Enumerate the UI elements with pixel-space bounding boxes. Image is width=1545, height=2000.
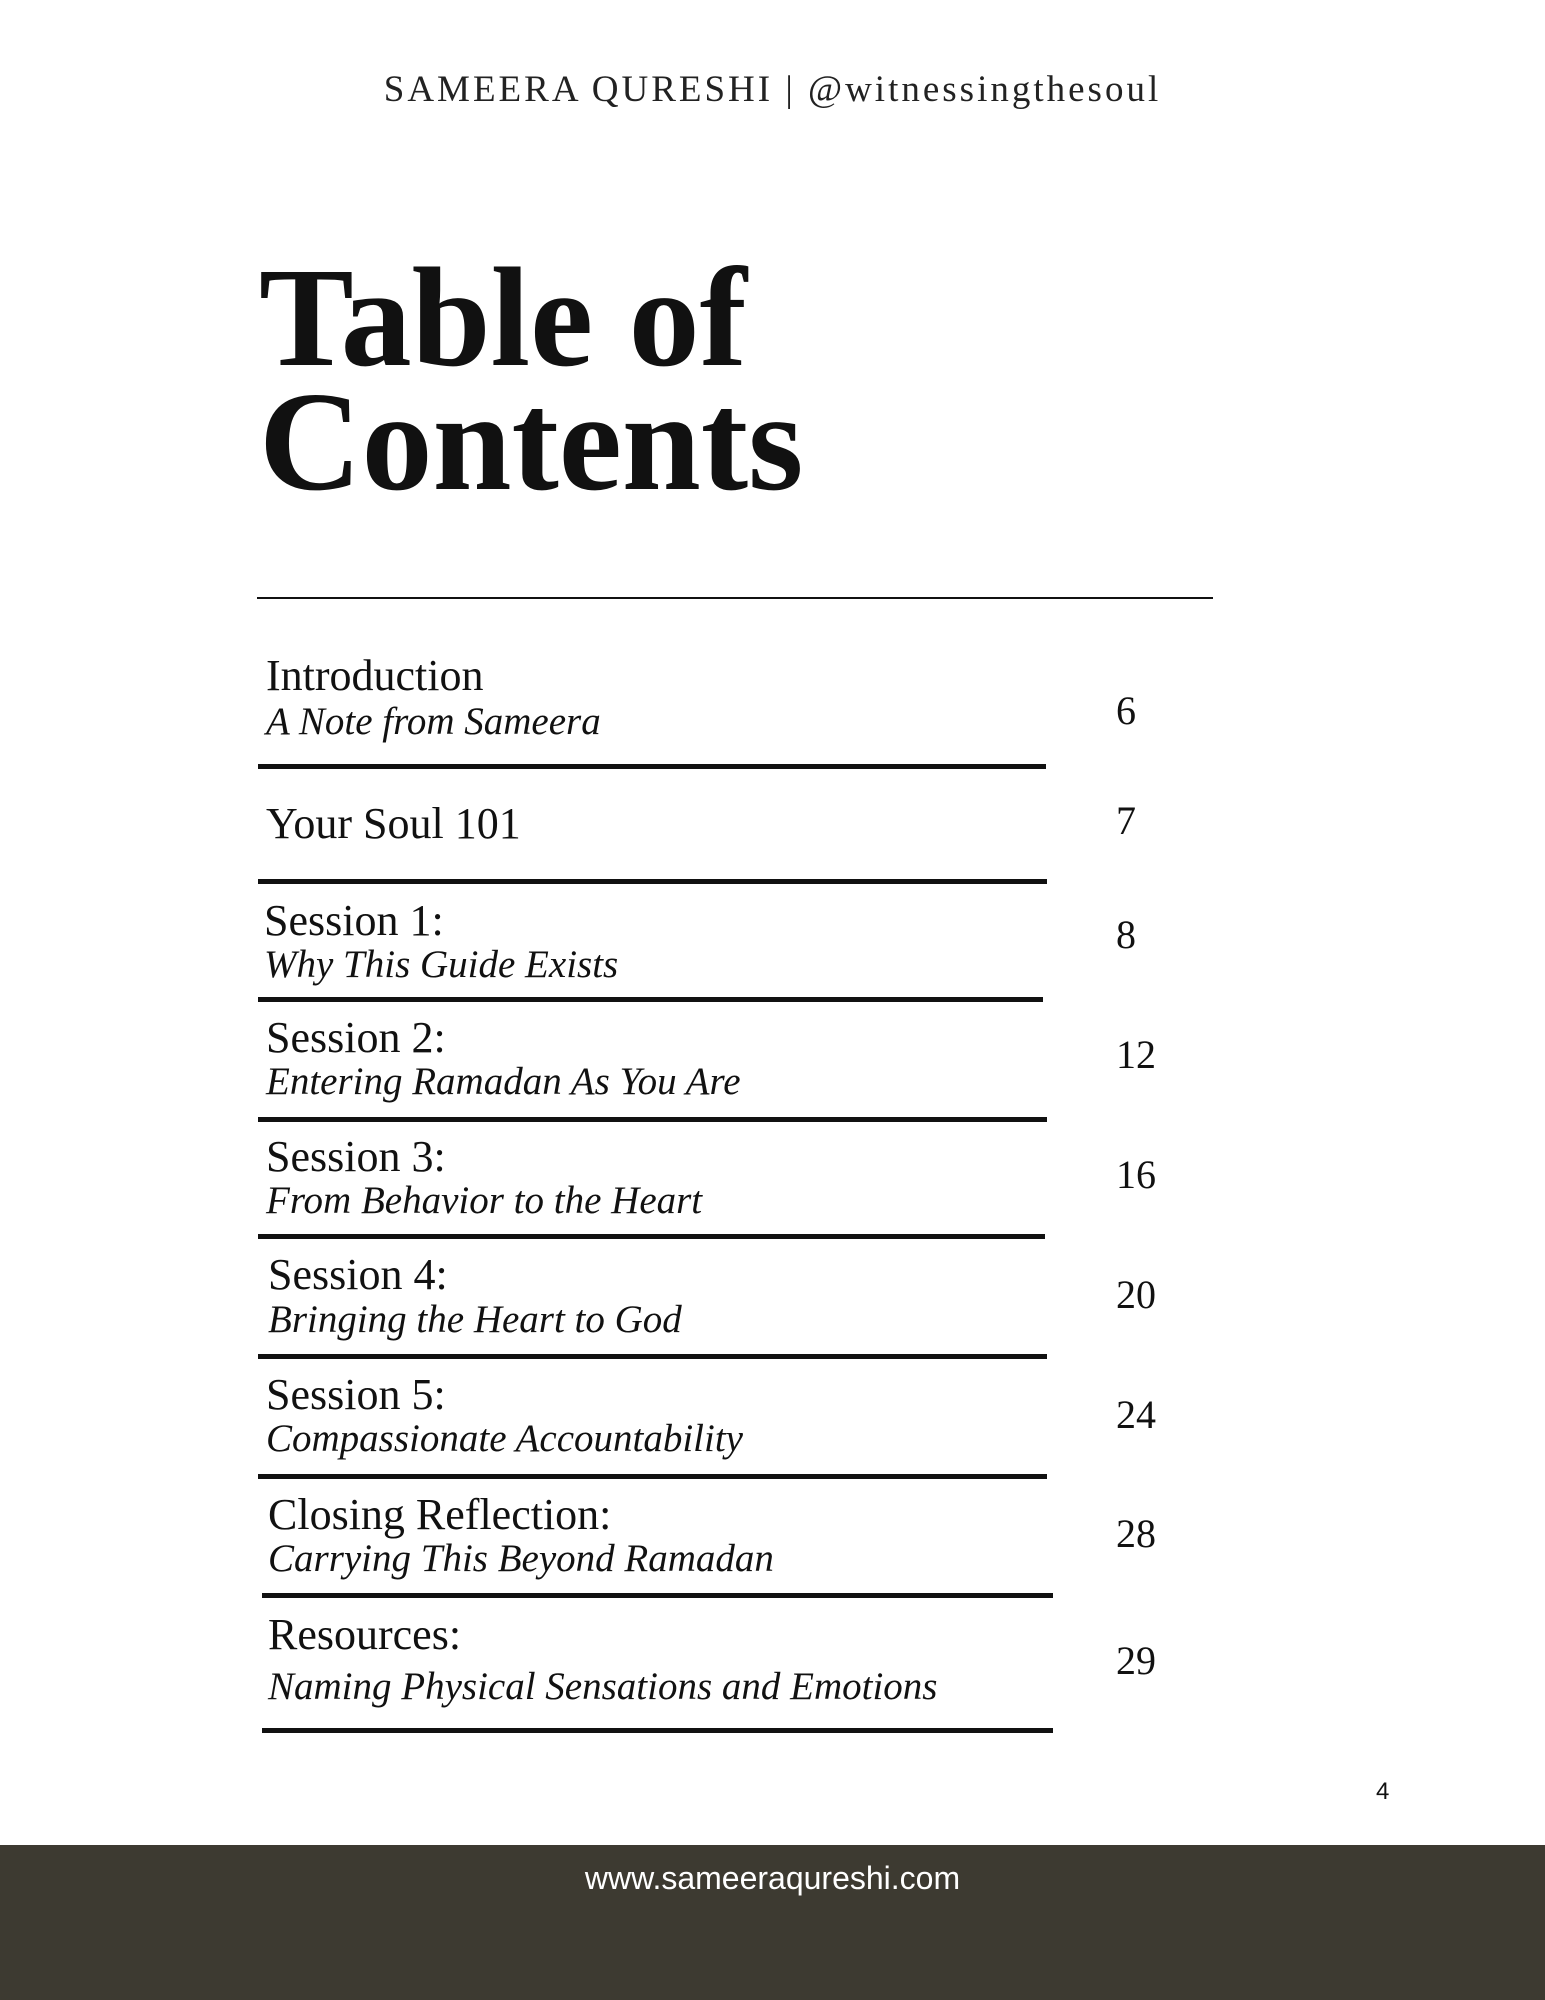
- toc-divider: [258, 879, 1047, 884]
- title-divider: [257, 597, 1213, 599]
- toc-divider: [258, 1234, 1045, 1239]
- toc-entry-subtitle: Carrying This Beyond Ramadan: [268, 1537, 774, 1580]
- toc-divider: [258, 997, 1043, 1002]
- toc-entry-subtitle: A Note from Sameera: [266, 700, 601, 743]
- header-byline: SAMEERA QURESHI | @witnessingthesoul: [383, 69, 1162, 110]
- toc-entry-subtitle: Naming Physical Sensations and Emotions: [268, 1665, 938, 1708]
- toc-entry-page: 6: [1116, 688, 1136, 733]
- toc-entry-page: 20: [1116, 1272, 1156, 1317]
- toc-entry-title: Introduction: [266, 651, 484, 700]
- toc-entry-page: 7: [1116, 798, 1136, 843]
- toc-entry-subtitle: Entering Ramadan As You Are: [266, 1060, 741, 1103]
- toc-divider: [262, 1728, 1053, 1733]
- toc-entry-title: Your Soul 101: [266, 799, 521, 848]
- page-number: 4: [1376, 1778, 1390, 1805]
- toc-entry-page: 16: [1116, 1152, 1156, 1197]
- toc-entry-page: 29: [1116, 1638, 1156, 1683]
- toc-entry-title: Session 2:: [266, 1013, 446, 1062]
- toc-entry-title: Session 3:: [266, 1132, 446, 1181]
- toc-entry-title: Session 4:: [268, 1250, 448, 1299]
- toc-divider: [258, 1354, 1047, 1359]
- toc-entry-title: Session 5:: [266, 1370, 446, 1419]
- toc-divider: [262, 1593, 1053, 1598]
- page-title-line-1: Table of: [259, 238, 747, 396]
- toc-entry-page: 12: [1116, 1032, 1156, 1077]
- toc-entry-subtitle: From Behavior to the Heart: [266, 1179, 703, 1222]
- toc-entry-page: 28: [1116, 1511, 1156, 1556]
- page-title-line-2: Contents: [259, 362, 804, 520]
- toc-entry-subtitle: Why This Guide Exists: [264, 943, 619, 986]
- toc-entry-page: 24: [1116, 1392, 1156, 1437]
- toc-entry-subtitle: Compassionate Accountability: [266, 1417, 743, 1460]
- footer-website-link[interactable]: www.sameeraqureshi.com: [584, 1860, 961, 1896]
- toc-divider: [258, 1117, 1047, 1122]
- toc-entry-subtitle: Bringing the Heart to God: [268, 1298, 682, 1341]
- page-title: [259, 238, 804, 520]
- toc-entry-title: Session 1:: [264, 896, 444, 945]
- toc-entry-page: 8: [1116, 912, 1136, 957]
- toc-entry-title: Resources:: [268, 1610, 462, 1659]
- toc-divider: [258, 764, 1046, 769]
- toc-divider: [258, 1474, 1047, 1479]
- toc-entry-title: Closing Reflection:: [268, 1490, 612, 1539]
